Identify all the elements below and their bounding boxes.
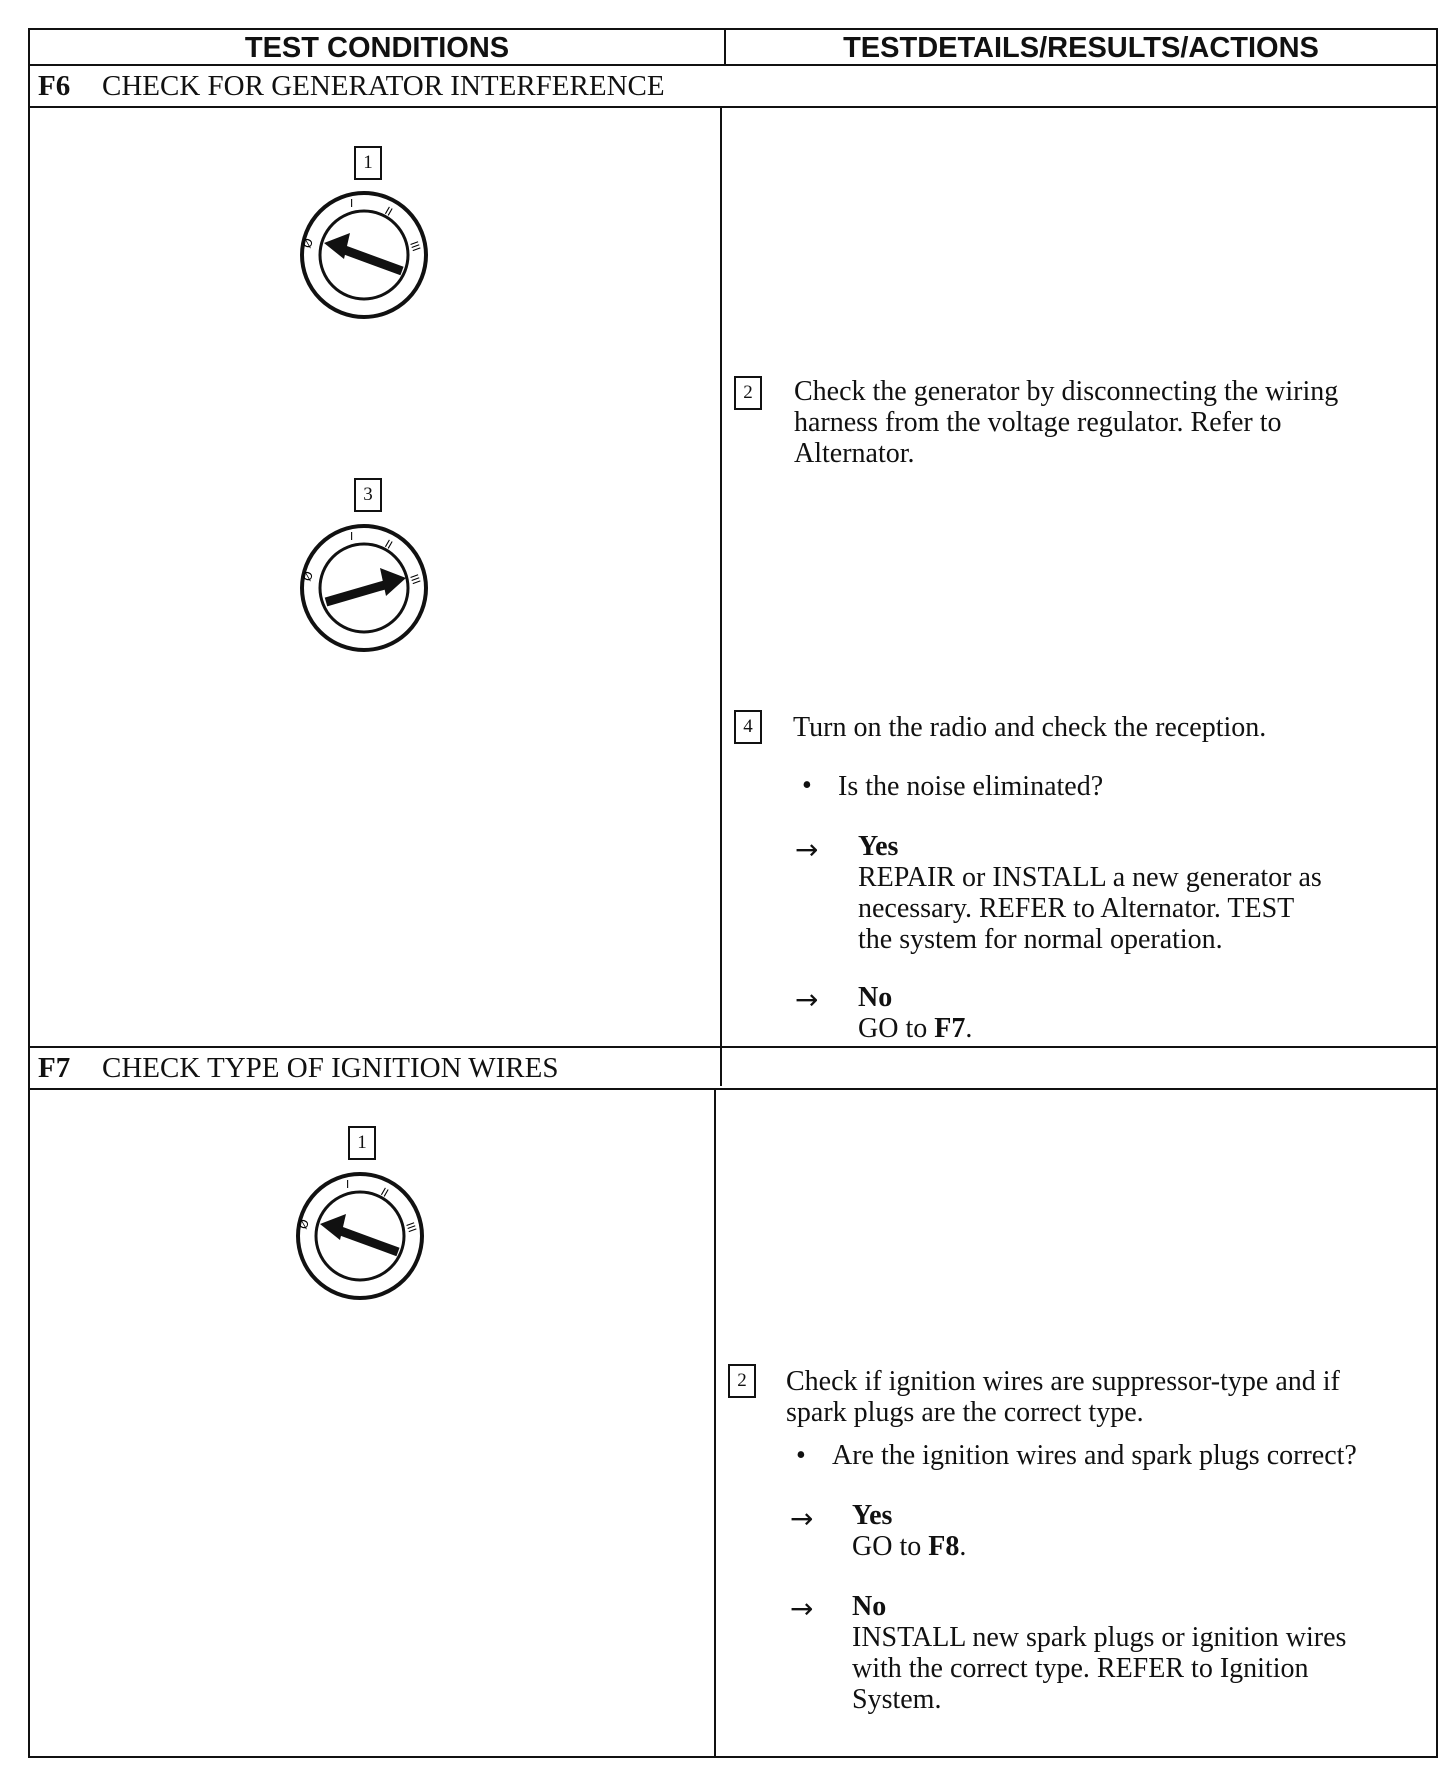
diagnostic-table [28,28,1438,1758]
step-3-label: 3 [354,478,382,512]
arrow-right-icon: → [795,983,819,1016]
header-test-conditions: TEST CONDITIONS [244,32,510,64]
svg-text:II: II [382,537,395,552]
header-test-details: TESTDETAILS/RESULTS/ACTIONS [843,32,1319,64]
no-branch: No INSTALL new spark plugs or ignition wires with the correct type. REFER to Ignition System. [852,1591,1347,1715]
yes-branch: Yes GO to F8. [852,1500,967,1562]
ignition-key-off-position-icon [294,185,434,325]
arrow-right-icon: → [790,1502,814,1535]
svg-text:II: II [382,204,395,219]
section-f7-header [38,1048,558,1088]
step-1-label: 1 [354,146,382,180]
no-branch: No GO to F7. [858,982,973,1044]
bullet-icon: • [796,1440,806,1471]
step-2-label: 2 [734,376,762,410]
svg-text:II: II [378,1185,391,1200]
svg-text:III: III [407,239,423,254]
bullet-icon: • [802,770,812,801]
ignition-key-run-position-icon [294,518,434,658]
arrow-right-icon: → [790,1592,814,1625]
step-2-text: Check the generator by disconnecting the wiring harness from the voltage regulator. Refer to Alternator. [794,376,1339,469]
step-4-text: Turn on the radio and check the reception. [793,712,1267,743]
svg-text:III: III [407,572,423,587]
section-f7-id: F7 [38,1052,71,1084]
divider [724,30,726,64]
step-2-label: 2 [728,1364,756,1398]
divider [30,106,1436,108]
step-4-label: 4 [734,710,762,744]
question-text: Are the ignition wires and spark plugs correct? [832,1440,1357,1471]
arrow-right-icon: → [795,833,819,866]
divider [720,108,722,1086]
step-2-text: Check if ignition wires are suppressor-type and if spark plugs are the correct type. [786,1366,1340,1428]
divider [714,1090,716,1758]
svg-text:Ø: Ø [295,1217,313,1232]
section-f6-header [38,66,665,106]
svg-text:I: I [346,1178,350,1191]
svg-text:Ø: Ø [299,569,317,584]
question-text: Is the noise eliminated? [838,771,1104,802]
svg-text:I: I [350,530,354,543]
divider [30,1088,1436,1090]
svg-text:III: III [403,1220,419,1235]
step-1-label: 1 [348,1126,376,1160]
section-f6-title: CHECK FOR GENERATOR INTERFERENCE [102,70,665,102]
section-f6-id: F6 [38,70,71,102]
ignition-key-off-position-icon [290,1166,430,1306]
yes-branch: Yes REPAIR or INSTALL a new generator as necessary. REFER to Alternator. TEST the system for normal operation. [858,831,1322,955]
section-f7-title: CHECK TYPE OF IGNITION WIRES [102,1052,559,1084]
svg-text:I: I [350,197,354,210]
svg-text:Ø: Ø [299,236,317,251]
